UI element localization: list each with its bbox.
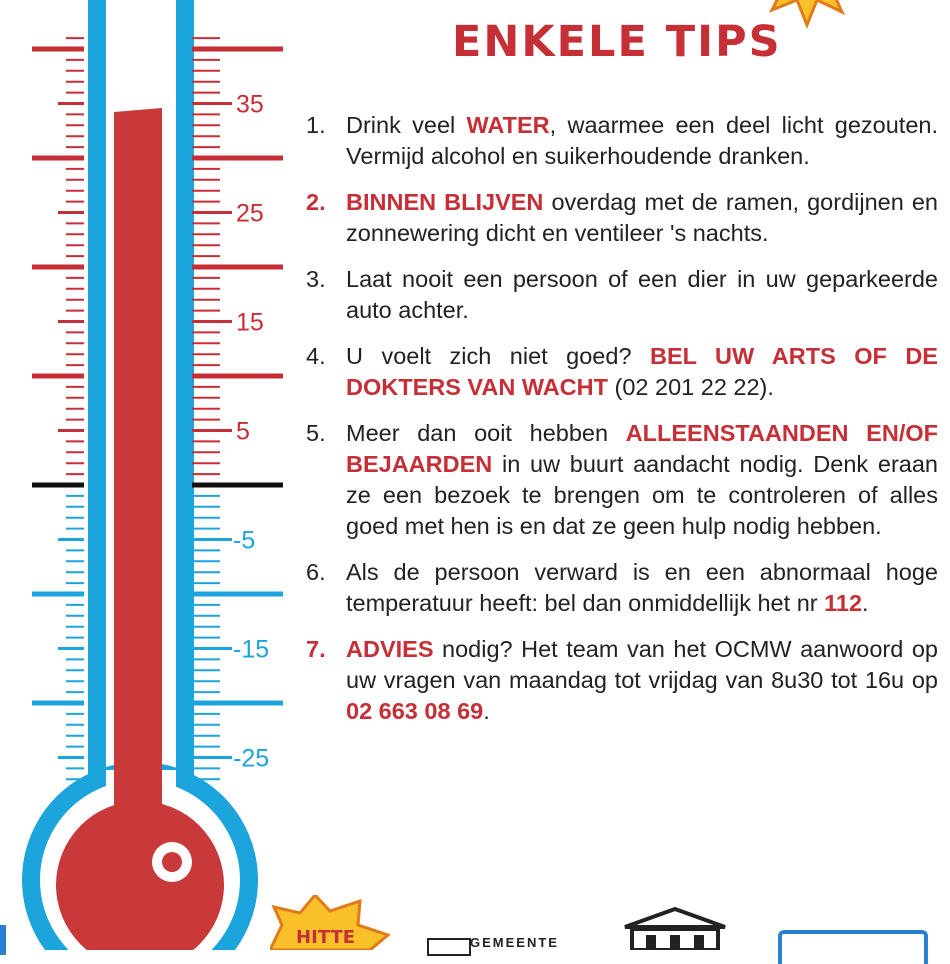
tip-number: 1. <box>306 112 326 138</box>
tip-number: 6. <box>306 559 326 585</box>
hitte-badge-label: HITTE <box>296 927 356 948</box>
tip-highlight: 02 663 08 69 <box>346 698 484 724</box>
thermometer-illustration <box>0 0 300 950</box>
tip-item <box>306 187 938 249</box>
scale-label: -25 <box>233 744 270 773</box>
page-title: ENKELE TIPS <box>452 17 782 67</box>
tip-text-segment: (02 201 22 22). <box>607 374 774 400</box>
tip-text-segment: , waarmee een deel licht gezouten. Vermijd alcohol en suikerhoudende dranken. <box>346 112 938 169</box>
tip-number: 3. <box>306 266 326 292</box>
tip-highlight: ALLEENSTAANDEN EN/OF BEJAARDEN <box>346 420 938 477</box>
tip-text <box>346 418 938 542</box>
tip-highlight: WATER <box>466 112 550 138</box>
tip-highlight: BEL UW ARTS OF DE DOKTERS VAN WACHT <box>346 343 938 400</box>
tip-text <box>346 110 938 172</box>
gemeente-logo-text: GEMEENTE <box>470 935 559 950</box>
tip-item <box>306 110 938 172</box>
tip-item <box>306 557 938 619</box>
tip-number: 7. <box>306 636 326 662</box>
scale-label: 25 <box>236 199 264 228</box>
starburst-icon <box>752 0 872 30</box>
tip-item <box>306 264 938 326</box>
tip-text-segment: nodig? Het team van het OCMW aanwoord op uw vragen van maandag tot vrijdag van 8u30 tot 16u op <box>346 636 938 693</box>
tip-text <box>346 187 938 249</box>
tip-text-segment: . <box>862 590 869 616</box>
tip-text-segment: Als de persoon verward is en een abnormaal hoge temperatuur heeft: bel dan onmiddellijk het nr <box>346 559 938 616</box>
tip-item <box>306 418 938 542</box>
gemeente-logo-box <box>427 938 471 956</box>
tip-highlight: ADVIES <box>346 636 434 662</box>
scale-label: 35 <box>236 90 264 119</box>
scale-label: 15 <box>236 308 264 337</box>
tip-text <box>346 341 938 403</box>
tip-text-segment: Drink veel <box>346 112 467 138</box>
tips-list <box>306 110 938 742</box>
partner-logo-frame <box>778 930 928 964</box>
tip-number: 5. <box>306 420 326 446</box>
tip-text-segment: in uw buurt aandacht nodig. Denk eraan ze een bezoek te brengen om te controleren of alles goed met hen is en dat ze geen hulp nodig hebben. <box>346 451 938 539</box>
tip-text-segment: Laat nooit een persoon of een dier in uw geparkeerde auto achter. <box>346 266 938 323</box>
tip-item <box>306 341 938 403</box>
tip-number: 2. <box>306 189 326 215</box>
scale-labels <box>233 91 269 773</box>
tip-text <box>346 634 938 727</box>
tip-text-segment: . <box>483 698 490 724</box>
tip-text-segment: Meer dan ooit hebben <box>346 420 626 446</box>
scale-label: -5 <box>233 526 256 555</box>
tip-highlight: 112 <box>824 590 863 616</box>
scale-label: 5 <box>236 417 250 446</box>
tip-text-segment: overdag met de ramen, gordijnen en zonnewering dicht en ventileer 's nachts. <box>346 189 938 246</box>
tip-text <box>346 557 938 619</box>
partner-logo-edge <box>0 925 6 955</box>
tip-text-segment: U voelt zich niet goed? <box>346 343 650 369</box>
tip-item <box>306 634 938 727</box>
tip-text <box>346 264 938 326</box>
building-logo-icon <box>620 905 730 950</box>
tip-number: 4. <box>306 343 326 369</box>
tip-highlight: BINNEN BLIJVEN <box>346 189 544 215</box>
scale-label: -15 <box>233 635 270 664</box>
hitte-badge-icon <box>270 895 390 950</box>
